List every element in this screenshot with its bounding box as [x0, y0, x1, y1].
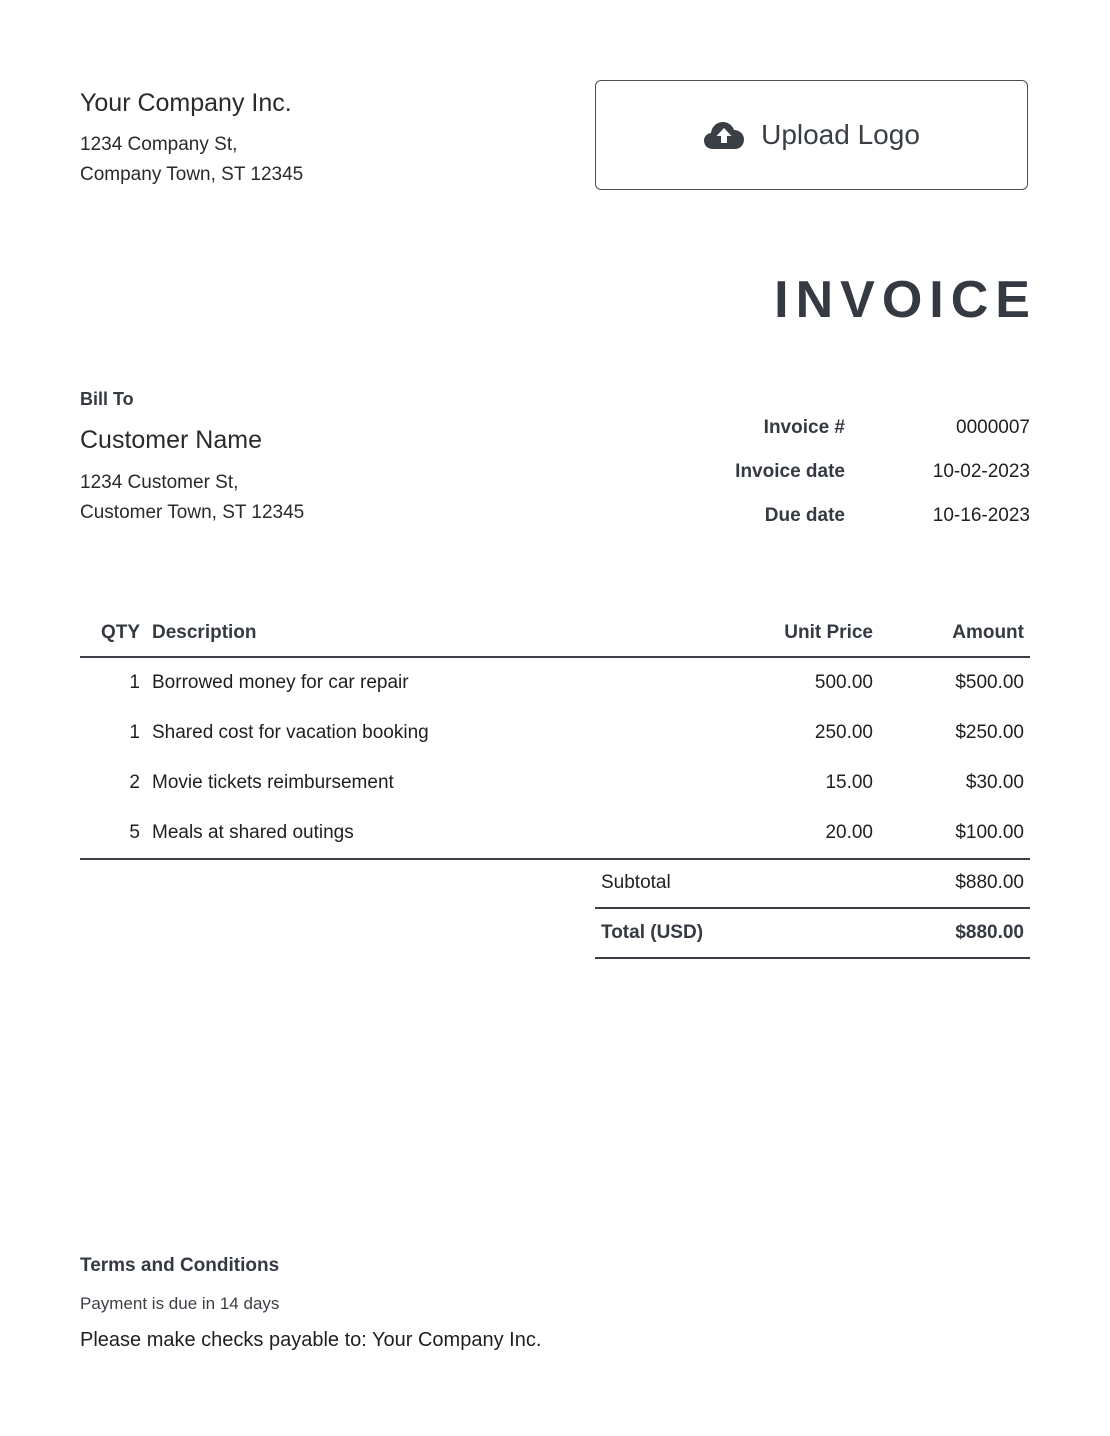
total-label: Total (USD)	[595, 908, 850, 958]
item-unit-price: 250.00	[814, 722, 873, 743]
upload-logo-label: Upload Logo	[761, 119, 920, 150]
item-unit-price: 20.00	[717, 808, 879, 859]
upload-logo-button[interactable]	[595, 80, 1028, 190]
item-description: Shared cost for vacation booking	[152, 722, 429, 743]
invoice-number-label: Invoice #	[763, 417, 845, 438]
invoice-date-label: Invoice date	[735, 461, 845, 482]
item-qty: 2	[129, 772, 140, 793]
item-amount: $250.00	[955, 722, 1024, 743]
item-unit-price: 15.00	[825, 772, 873, 793]
item-description: Meals at shared outings	[146, 808, 717, 859]
total-row	[595, 908, 1030, 958]
terms-payment-due: Payment is due in 14 days	[80, 1294, 280, 1313]
totals-table	[595, 859, 1030, 959]
unit-price-header: Unit Price	[717, 610, 879, 657]
item-amount: $30.00	[965, 772, 1024, 793]
total-value: $880.00	[850, 908, 1030, 958]
subtotal-label: Subtotal	[595, 859, 850, 908]
qty-header: QTY	[80, 610, 146, 657]
customer-address-line2: Customer Town, ST 12345	[80, 502, 305, 523]
terms-title: Terms and Conditions	[80, 1255, 280, 1276]
subtotal-value: $880.00	[850, 859, 1030, 908]
item-description: Movie tickets reimbursement	[152, 772, 394, 793]
line-items-table	[80, 610, 1030, 860]
company-address-line1: 1234 Company St,	[80, 134, 238, 155]
item-unit-price: 500.00	[814, 672, 873, 693]
item-description: Borrowed money for car repair	[152, 672, 409, 693]
company-address-line2: Company Town, ST 12345	[80, 164, 304, 185]
invoice-title: INVOICE	[774, 271, 1037, 329]
subtotal-row	[595, 859, 1030, 908]
description-header: Description	[146, 610, 717, 657]
table-row	[80, 657, 1030, 708]
customer-name: Customer Name	[80, 426, 262, 454]
item-qty: 5	[80, 808, 146, 859]
table-row	[80, 808, 1030, 859]
table-header-row	[80, 610, 1030, 657]
invoice-number-value: 0000007	[956, 417, 1030, 438]
invoice-date-value: 10-02-2023	[932, 461, 1030, 482]
bill-to-label: Bill To	[80, 389, 134, 409]
company-name: Your Company Inc.	[80, 89, 292, 117]
item-amount: $100.00	[879, 808, 1030, 859]
item-qty: 1	[129, 672, 140, 693]
due-date-value: 10-16-2023	[932, 505, 1030, 526]
table-row	[80, 708, 1030, 758]
customer-address-line1: 1234 Customer St,	[80, 472, 239, 493]
amount-header: Amount	[879, 610, 1030, 657]
cloud-upload-icon	[703, 120, 745, 150]
terms-checks-payable: Please make checks payable to: Your Company Inc.	[80, 1329, 542, 1351]
item-amount: $500.00	[955, 672, 1024, 693]
item-qty: 1	[129, 722, 140, 743]
due-date-label: Due date	[764, 505, 845, 526]
table-row	[80, 758, 1030, 808]
